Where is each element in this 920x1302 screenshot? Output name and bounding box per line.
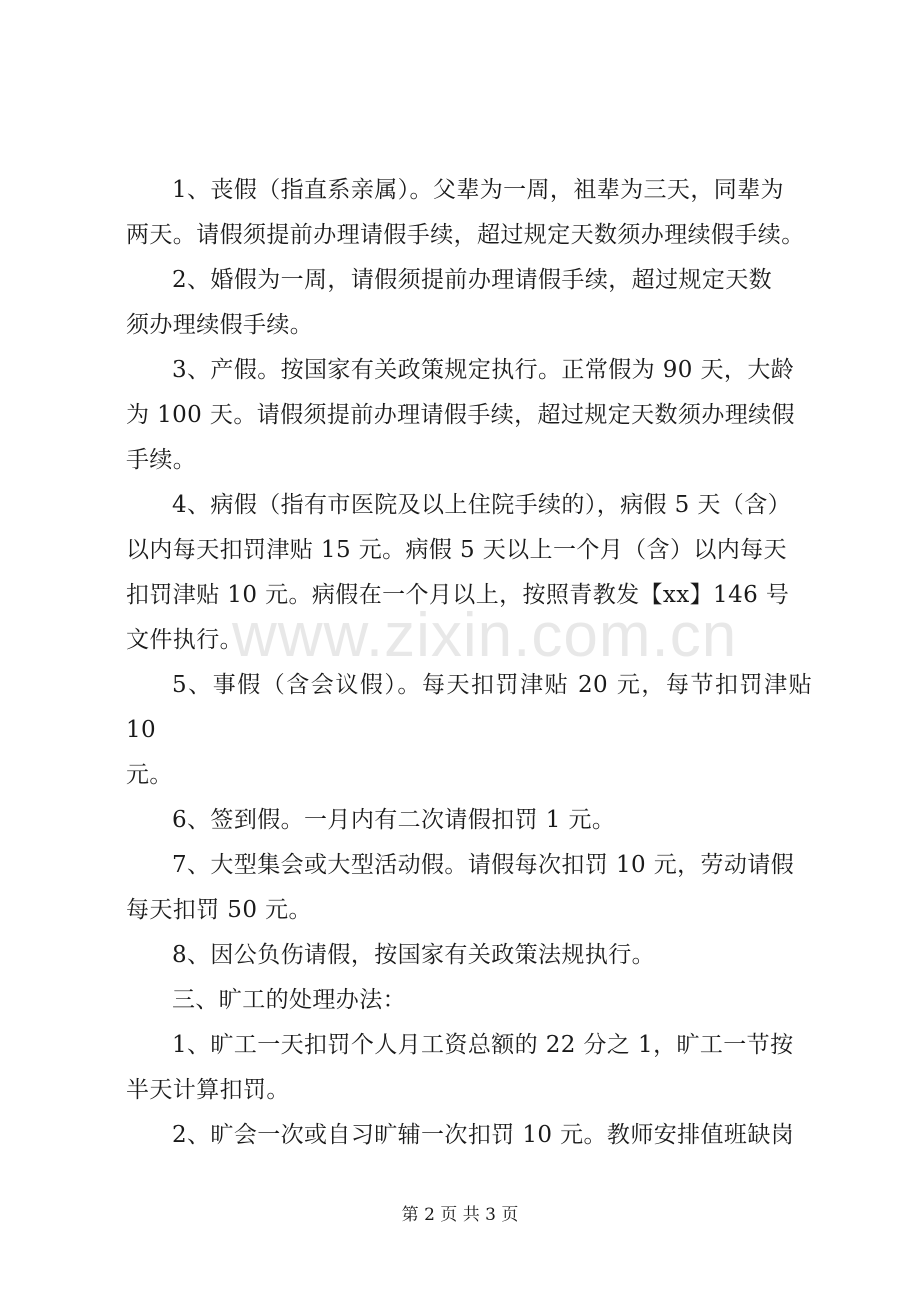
paragraph-signin-leave: 6、签到假。一月内有二次请假扣罚 1 元。: [172, 807, 616, 833]
paragraph-absent-work: 1、旷工一天扣罚个人月工资总额的 22 分之 1，旷工一节按 半天计算扣罚。: [126, 1032, 794, 1103]
paragraph-sick-leave: 4、病假（指有市医院及以上住院手续的），病假 5 天（含） 以内每天扣罚津贴 15 元。病假 5 天以上一个月（含）以内每天 扣罚津贴 10 元。病假在一个月以上，按照青教发【xx】146 号 文件执行。: [126, 492, 791, 653]
paragraph-absent-meeting: 2、旷会一次或自习旷辅一次扣罚 10 元。教师安排值班缺岗: [172, 1122, 795, 1148]
paragraph-event-leave: 7、大型集会或大型活动假。请假每次扣罚 10 元，劳动请假 每天扣罚 50 元。: [126, 852, 795, 923]
document-body: [126, 168, 812, 1158]
paragraph-personal-leave: 5、事假（含会议假）。每天扣罚津贴 20 元，每节扣罚津贴 10 元。: [126, 672, 812, 788]
page-footer: 第 2 页 共 3 页: [401, 1205, 519, 1225]
paragraph-injury-leave: 8、因公负伤请假，按国家有关政策法规执行。: [172, 942, 656, 968]
watermark: www.zixin.com.cn: [232, 601, 738, 670]
section-heading-absenteeism: 三、旷工的处理办法：: [172, 987, 406, 1013]
paragraph-funeral-leave: 1、丧假（指直系亲属）。父辈为一周，祖辈为三天，同辈为 两天。请假须提前办理请假手续，超过规定天数须办理续假手续。: [126, 177, 805, 248]
paragraph-maternity-leave: 3、产假。按国家有关政策规定执行。正常假为 90 天，大龄 为 100 天。请假须提前办理请假手续，超过规定天数须办理续假 手续。: [126, 357, 795, 473]
paragraph-marriage-leave: 2、婚假为一周，请假须提前办理请假手续，超过规定天数 须办理续假手续。: [126, 267, 773, 338]
